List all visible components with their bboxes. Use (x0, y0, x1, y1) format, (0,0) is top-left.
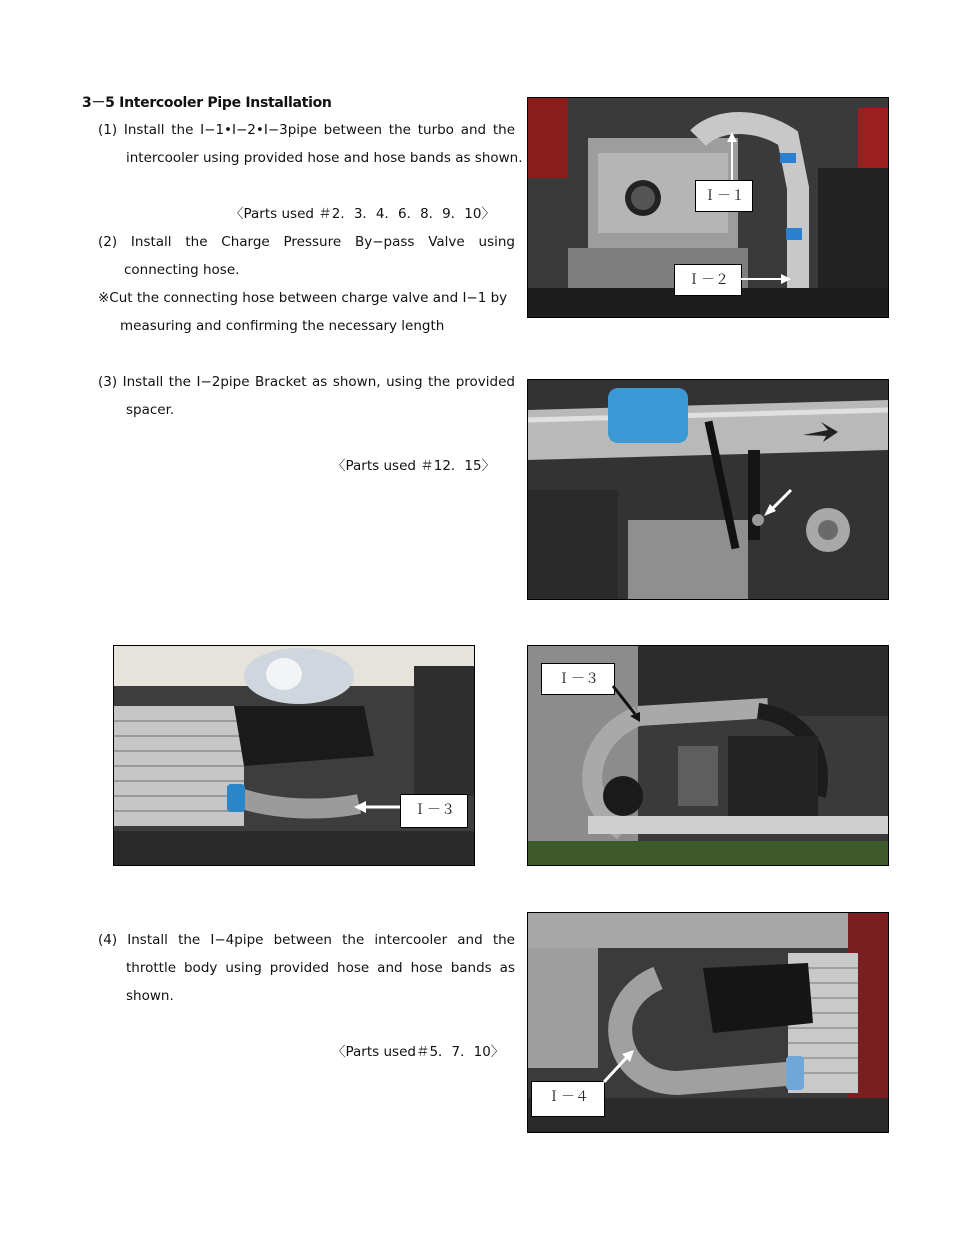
pointer-arrow-i4 (528, 913, 888, 1132)
step3-line1: (3) Install the I−2pipe Bracket as shown, using the provided (98, 374, 515, 390)
step2-note2: measuring and confirming the necessary length (120, 318, 445, 334)
label-i3-front: Ｉ－３ (400, 794, 468, 828)
pointer-arrows (528, 98, 888, 317)
label-i4: Ｉ－４ (531, 1081, 605, 1117)
step3-line2: spacer. (126, 402, 175, 418)
step4-line2: throttle body using provided hose and hose bands as (126, 960, 515, 976)
engine-bay-photo-i1-i2 (527, 97, 889, 318)
bracket-photo (527, 379, 889, 600)
step4-line3: shown. (126, 988, 174, 1004)
step2-line1: (2) Install the Charge Pressure By−pass Valve using (98, 234, 515, 250)
step4-parts: 〈Parts used＃5．7．10〉 (332, 1044, 505, 1060)
pointer-arrow-i3-side (528, 646, 888, 865)
section-title: 3－5 Intercooler Pipe Installation (82, 95, 332, 111)
step1-line1: (1) Install the I−1•I−2•I−3pipe between the turbo and the (98, 122, 515, 138)
step3-parts: 〈Parts used ＃12．15〉 (332, 458, 496, 474)
step1-line2: intercooler using provided hose and hose bands as shown. (126, 150, 523, 166)
side-photo-i3 (527, 645, 889, 866)
intercooler-photo-i3 (113, 645, 475, 866)
label-i1: Ｉ－１ (695, 180, 753, 212)
intercooler-photo-i4 (527, 912, 889, 1133)
step1-parts: 〈Parts used ＃2．3．4．6．8．9．10〉 (230, 206, 495, 222)
label-i2: Ｉ－２ (674, 264, 742, 296)
pointer-arrow-i3-front (114, 646, 474, 865)
label-i3-side: Ｉ－３ (541, 663, 615, 695)
step2-note1: ※Cut the connecting hose between charge valve and I−1 by (98, 290, 508, 306)
step2-line2: connecting hose. (124, 262, 240, 278)
step4-line1: (4) Install the I−4pipe between the intercooler and the (98, 932, 515, 948)
